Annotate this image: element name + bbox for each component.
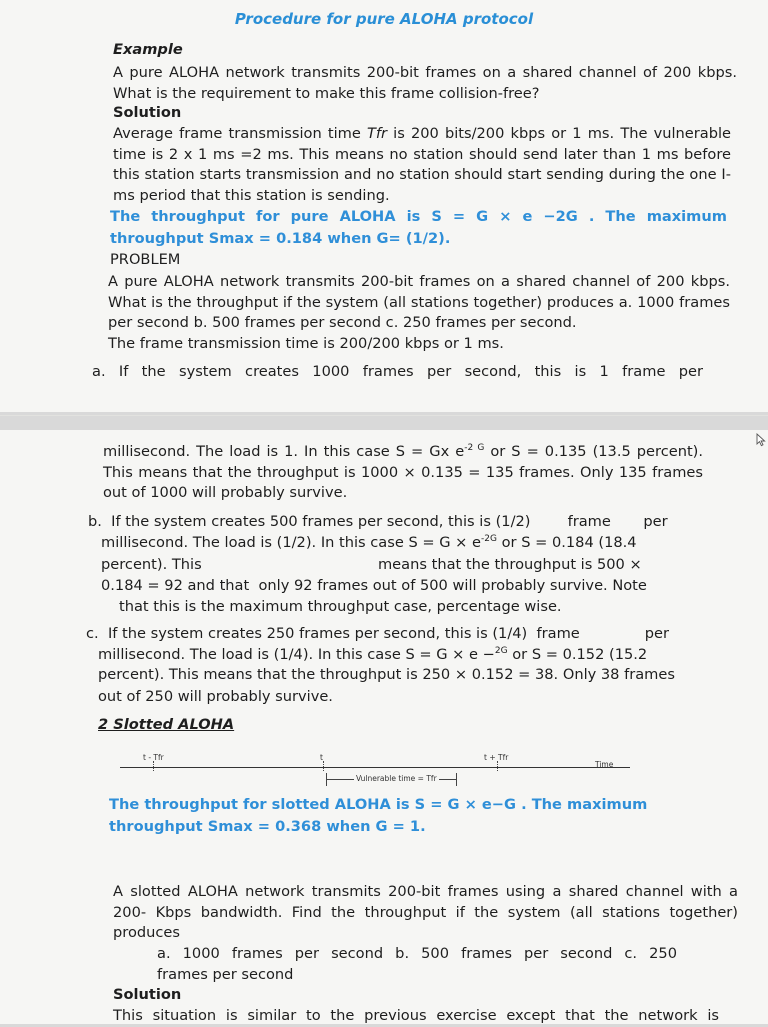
problem-a-line: a. If the system creates 1000 frames per second, this is 1 frame per xyxy=(92,363,703,380)
tick-t-minus xyxy=(153,761,154,771)
solution-post: is 200 bits/200 kbps or 1 ms. The vulnerable time is 2 x 1 ms =2 ms. This means no station should send later than 1 ms before this station starts transmission and no station should start sending during the one I-ms period that this station is sending. xyxy=(113,125,732,204)
answer-c-line2b: or S = 0.152 (15.2 xyxy=(507,646,648,663)
vulnerable-label: Vulnerable time = Tfr xyxy=(356,774,437,783)
answer-a-sup: -2 G xyxy=(464,443,485,454)
answer-a xyxy=(103,442,703,504)
answer-b-line3: percent). This means that the throughput is 500 × xyxy=(101,556,642,573)
tick-t xyxy=(323,761,324,771)
timeline-axis xyxy=(120,767,630,768)
slotted-heading: 2 Slotted ALOHA xyxy=(98,716,235,733)
answer-c-line3: percent). This means that the throughput is 250 × 0.152 = 38. Only 38 frames xyxy=(98,666,675,683)
example-heading: Example xyxy=(113,41,183,58)
problem-heading: PROBLEM xyxy=(110,251,181,268)
pure-throughput-line1: The throughput for pure ALOHA is S = G × e −2G . The maximum xyxy=(110,208,727,225)
problem-body: A pure ALOHA network transmits 200-bit frames on a shared channel of 200 kbps. What is the throughput if the system (all stations together) produces a. 1000 frames per second b. 500 frames per second c. 250 frames per second. xyxy=(108,273,730,331)
tick-t-plus xyxy=(497,761,498,771)
answer-b-line2a: millisecond. The load is (1/2). In this case S = G × e xyxy=(101,534,482,551)
problem-transmission: The frame transmission time is 200/200 kbps or 1 ms. xyxy=(108,334,504,352)
label-time: Time xyxy=(595,760,614,769)
answer-c-line2a: millisecond. The load is (1/4). In this case S = G × e − xyxy=(98,646,495,663)
vulnerable-end xyxy=(456,773,457,786)
answer-b-line4: 0.184 = 92 and that only 92 frames out of 500 will probably survive. Note xyxy=(101,577,647,594)
answer-b-line1: b. If the system creates 500 frames per second, this is (1/2) frame per xyxy=(88,513,668,530)
solution-pre: Average frame transmission time xyxy=(113,125,367,142)
vulnerable-time-diagram xyxy=(0,752,768,797)
answer-b-line2b: or S = 0.184 (18.4 xyxy=(496,534,637,551)
slotted-solution-text: This situation is similar to the previous exercise except that the network is xyxy=(113,1007,719,1024)
answer-b-line5: that this is the maximum throughput case, percentage wise. xyxy=(119,598,562,615)
answer-b-line2 xyxy=(101,533,637,554)
pure-throughput-line2: throughput Smax = 0.184 when G= (1/2). xyxy=(110,230,451,247)
slotted-throughput-line2: throughput Smax = 0.368 when G = 1. xyxy=(109,818,426,835)
page-divider xyxy=(0,415,768,416)
answer-c-sup: 2G xyxy=(494,646,508,657)
answer-a-part2: or S = 0.135 (13.5 percent). This means that the throughput is 1000 × 0.135 = 135 frames. Only 135 frames out of 1000 will probably survive. xyxy=(103,443,703,501)
slotted-exercise: A slotted ALOHA network transmits 200-bit frames using a shared channel with a 200- Kbps bandwidth. Find the throughput if the system (all stations together) produces xyxy=(113,883,738,941)
solution-heading: Solution xyxy=(113,104,182,121)
answer-b-sup: -2G xyxy=(481,534,497,545)
answer-c-line4: out of 250 will probably survive. xyxy=(98,688,333,705)
solution-text xyxy=(113,124,731,206)
label-t: t xyxy=(320,753,323,762)
example-text: A pure ALOHA network transmits 200-bit frames on a shared channel of 200 kbps. What is the requirement to make this frame collision-free? xyxy=(113,64,737,102)
solution-tfr: Tfr xyxy=(366,125,388,142)
slotted-throughput-line1: The throughput for slotted ALOHA is S = G × e−G . The maximum xyxy=(109,796,648,813)
answer-a-part1: millisecond. The load is 1. In this case S = Gx e xyxy=(103,443,465,460)
slotted-solution-heading: Solution xyxy=(113,986,182,1003)
answer-c-line1: c. If the system creates 250 frames per second, this is (1/4) frame per xyxy=(86,625,669,642)
problem-text xyxy=(108,272,730,354)
label-t-minus: t - Tfr xyxy=(143,753,164,762)
slotted-exercise-ab: a. 1000 frames per second b. 500 frames per second c. 250 xyxy=(157,945,677,962)
label-t-plus: t + Tfr xyxy=(484,753,509,762)
slotted-exercise-c: frames per second xyxy=(157,966,294,983)
mouse-pointer-icon xyxy=(756,433,766,447)
page-title: Procedure for pure ALOHA protocol xyxy=(234,10,534,28)
answer-c-line2 xyxy=(98,645,647,666)
